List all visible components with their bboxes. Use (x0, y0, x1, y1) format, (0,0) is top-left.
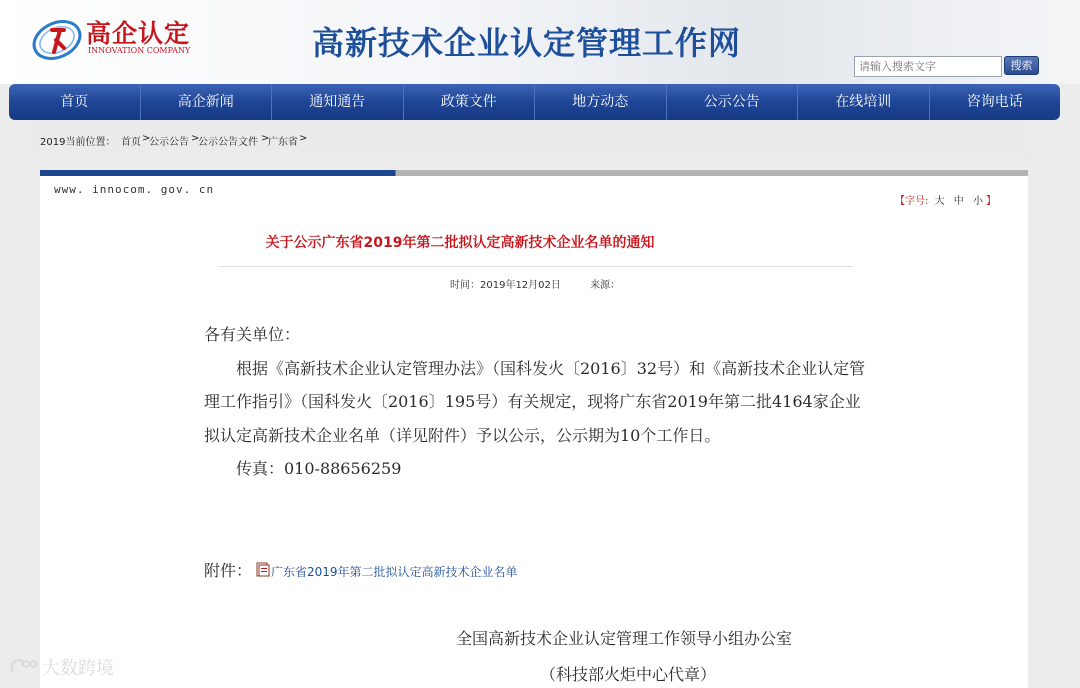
header (0, 0, 1080, 84)
watermark-text: 大数跨境 (42, 658, 114, 679)
nav-item-consult[interactable]: 咨询电话 (966, 94, 1023, 110)
breadcrumb-prefix: 2019当前位置： (40, 137, 116, 148)
nav-item-notices[interactable]: 通知通告 (272, 84, 404, 120)
nav-item-home[interactable]: 首页 (9, 84, 141, 120)
nav-item-policy[interactable]: 政策文件 (404, 84, 536, 120)
signature-agency: （科技部火炬中心代章） (540, 665, 717, 684)
search-input[interactable] (854, 56, 1002, 77)
site-domain: www. innocom. gov. cn (54, 183, 215, 196)
fax-line: 传真：010-88656259 (236, 459, 402, 478)
attachment (204, 558, 518, 581)
article-title: 关于公示广东省2019年第二批拟认定高新技术企业名单的通知 (265, 235, 655, 251)
breadcrumb-home[interactable]: 首页 (121, 137, 141, 148)
logo-mark-icon (30, 10, 86, 66)
breadcrumb-separator: > (261, 133, 270, 144)
article-panel (40, 170, 1028, 688)
breadcrumb-guangdong[interactable]: 广东省 (268, 137, 298, 148)
attachment-link[interactable]: 广东省2019年第二批拟认定高新技术企业名单 (271, 565, 518, 579)
title-divider (218, 266, 853, 267)
attachment-label: 附件： (204, 561, 253, 580)
breadcrumb-separator: > (299, 133, 308, 144)
nav-item-training[interactable]: 在线培训 (798, 84, 930, 120)
article-meta (450, 276, 646, 291)
font-size-control: 【字号: 大 中 小 】 (895, 196, 996, 207)
logo-text: 高企认定 (86, 19, 191, 48)
article-source: 来源： (590, 280, 621, 291)
breadcrumb (30, 120, 1030, 158)
salutation: 各有关单位： (204, 325, 301, 344)
font-size-large[interactable]: 大 (934, 196, 945, 207)
watermark-logo-icon (8, 656, 38, 678)
document-icon (256, 562, 270, 577)
watermark (8, 654, 114, 680)
font-size-label: 字号: (905, 196, 929, 207)
font-size-medium[interactable]: 中 (953, 196, 964, 207)
breadcrumb-separator: > (191, 133, 200, 144)
article-body (204, 318, 874, 486)
logo-subtext: INNOVATION COMPANY (88, 46, 191, 55)
body-paragraph: 根据《高新技术企业认定管理办法》（国科发火〔2016〕32号）和《高新技术企业认定管理工作指引》（国科发火〔2016〕195号）有关规定，现将广东省2019年第二批4164家企业拟认定高新技术企业名单（详见附件）予以公示，公示期为10个工作日。 (204, 358, 866, 445)
nav-item-announcements[interactable]: 公示公告 (667, 84, 799, 120)
breadcrumb-announcements[interactable]: 公示公告 (149, 137, 189, 148)
signature-office: 全国高新技术企业认定管理工作领导小组办公室 (456, 629, 793, 648)
breadcrumb-announcement-files[interactable]: 公示公告文件 (198, 137, 258, 148)
breadcrumb-separator: > (142, 133, 151, 144)
logo[interactable] (30, 10, 210, 66)
nav-item-news[interactable]: 高企新闻 (141, 84, 273, 120)
search-button[interactable]: 搜索 (1004, 56, 1039, 75)
site-title: 高新技术企业认定管理工作网 (312, 24, 742, 62)
font-size-small[interactable]: 小 (972, 196, 983, 207)
article-time: 时间：2019年12月02日 (450, 280, 561, 291)
content-top-bar (40, 170, 1028, 176)
nav-item-local[interactable]: 地方动态 (535, 84, 667, 120)
main-nav (9, 84, 1060, 120)
